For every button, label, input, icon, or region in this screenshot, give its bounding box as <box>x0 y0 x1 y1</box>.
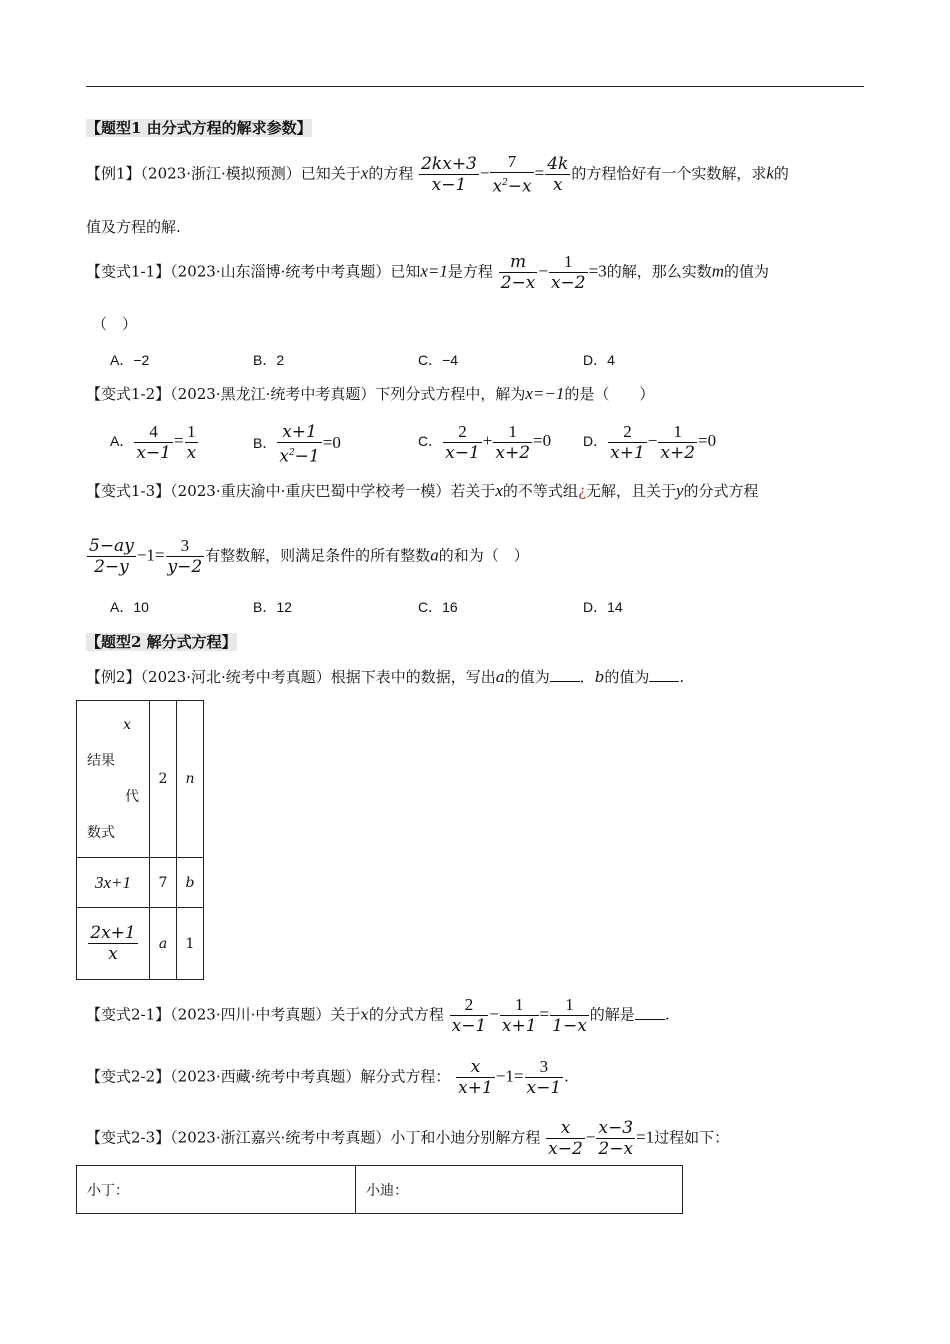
xiaodi-cell: 小迪： <box>356 1166 683 1214</box>
option-d[interactable]: D．4 <box>583 352 615 368</box>
variant-1-1: 【变式1-1】（2023·山东淄博·统考中考真题）已知x=1是方程 $\frac{m}{2-x}$ − $\frac{1}{x-2}$ =3的解，那么实数m的值为 <box>86 252 770 293</box>
solution-table <box>76 1165 683 1214</box>
fraction: $\frac{x-3}{2-x}$ <box>598 1118 634 1159</box>
fraction: $\frac{1}{1-x}$ <box>552 995 587 1036</box>
variant-1-2: 【变式1-2】（2023·黑龙江·统考中考真题）下列分式方程中，解为x=−1的是（ ） <box>86 384 655 403</box>
fraction: $\frac{5-ay}{2-y}$ <box>89 536 134 577</box>
xiaoding-cell: 小丁： <box>77 1166 356 1214</box>
fraction: $\frac{2}{x-1}$ <box>451 995 487 1036</box>
fraction: $\frac{1}{x-2}$ <box>550 252 586 293</box>
table-cell: 2 <box>150 701 177 858</box>
option-b[interactable]: B． $\frac{x+1}{x^2-1}$ =0 <box>253 422 341 467</box>
section-1-title: 【题型1 由分式方程的解求参数】 <box>86 119 312 137</box>
answer-blank[interactable] <box>635 1005 665 1020</box>
answer-blank-b[interactable] <box>649 667 679 682</box>
option-a[interactable]: A． $\frac{4}{x-1}$ = $\frac{1}{x}$ <box>110 422 197 463</box>
fraction: $\frac{x}{x+1}$ <box>458 1057 493 1098</box>
fraction: $\frac{3}{y-2}$ <box>167 536 203 577</box>
option-c[interactable]: C．16 <box>418 599 458 615</box>
fraction: $\frac{3}{x-1}$ <box>526 1057 562 1098</box>
example-1: 【例1】（2023·浙江·模拟预测）已知关于x的方程 $\frac{2kx+3}{x-1}$ − $\frac{7}{x^2-x}$ = $\frac{4k}{x}$ 的方程恰好有一个实数解，求k的 <box>86 152 789 197</box>
variant-2-1: 【变式2-1】（2023·四川·中考真题）关于x的分式方程 $\frac{2}{x-1}$ − $\frac{1}{x+1}$ = $\frac{1}{1-x}$ 的解是 . <box>86 995 670 1036</box>
table-cell: n <box>177 701 204 858</box>
top-rule <box>86 86 864 87</box>
option-c[interactable]: C． $\frac{2}{x-1}$ + $\frac{1}{x+2}$ =0 <box>418 422 552 463</box>
example-2: 【例2】（2023·河北·统考中考真题）根据下表中的数据，写出a的值为 ．b的值为 . <box>86 668 685 686</box>
section-2-title: 【题型2 解分式方程】 <box>86 633 237 651</box>
fraction: $\frac{x}{x-2}$ <box>548 1118 583 1159</box>
option-c[interactable]: C．−4 <box>418 352 459 368</box>
option-a[interactable]: A．10 <box>110 599 149 615</box>
example-1-line-2: 值及方程的解. <box>86 218 181 236</box>
table-cell: 3x+1 <box>77 858 150 908</box>
data-table <box>76 700 204 980</box>
option-a[interactable]: A．−2 <box>110 352 150 368</box>
variant-2-3: 【变式2-3】（2023·浙江嘉兴·统考中考真题）小丁和小迪分别解方程 $\frac{x}{x-2}$ − $\frac{x-3}{2-x}$ =1过程如下： <box>86 1118 730 1159</box>
fraction: $\frac{4k}{x}$ <box>547 153 569 195</box>
variant-1-3-line-2: $\frac{5-ay}{2-y}$ −1= $\frac{3}{y-2}$ 有整数解，则满足条件的所有整数a的和为（ ） <box>89 536 529 577</box>
option-d[interactable]: D．14 <box>583 599 623 615</box>
variant-1-3: 【变式1-3】（2023·重庆渝中·重庆巴蜀中学校考一模）若关于x的不等式组¿无解，且关于y的分式方程 <box>86 481 759 500</box>
table-cell: b <box>177 858 204 908</box>
table-cell: a <box>150 908 177 980</box>
table-cell: 7 <box>150 858 177 908</box>
variant-2-2: 【变式2-2】（2023·西藏·统考中考真题）解分式方程： $\frac{x}{x+1}$ −1= $\frac{3}{x-1}$ . <box>86 1057 569 1098</box>
answer-blank-a[interactable] <box>550 667 580 682</box>
fraction: $\frac{1}{x+1}$ <box>501 995 537 1036</box>
option-b[interactable]: B．2 <box>253 352 285 368</box>
table-cell: 1 <box>177 908 204 980</box>
option-b[interactable]: B．12 <box>253 599 292 615</box>
variant-1-1-paren: （ ） <box>92 315 138 333</box>
fraction: $\frac{m}{2-x}$ <box>500 252 536 293</box>
table-cell: $\frac{2x+1}{x}$ <box>77 908 150 980</box>
fraction: $\frac{7}{x^2-x}$ <box>492 152 532 197</box>
table-header-cell: x 结果 代 数式 <box>77 701 150 858</box>
option-d[interactable]: D． $\frac{2}{x+1}$ − $\frac{1}{x+2}$ =0 <box>583 422 717 463</box>
fraction: $\frac{2kx+3}{x-1}$ <box>421 153 477 195</box>
